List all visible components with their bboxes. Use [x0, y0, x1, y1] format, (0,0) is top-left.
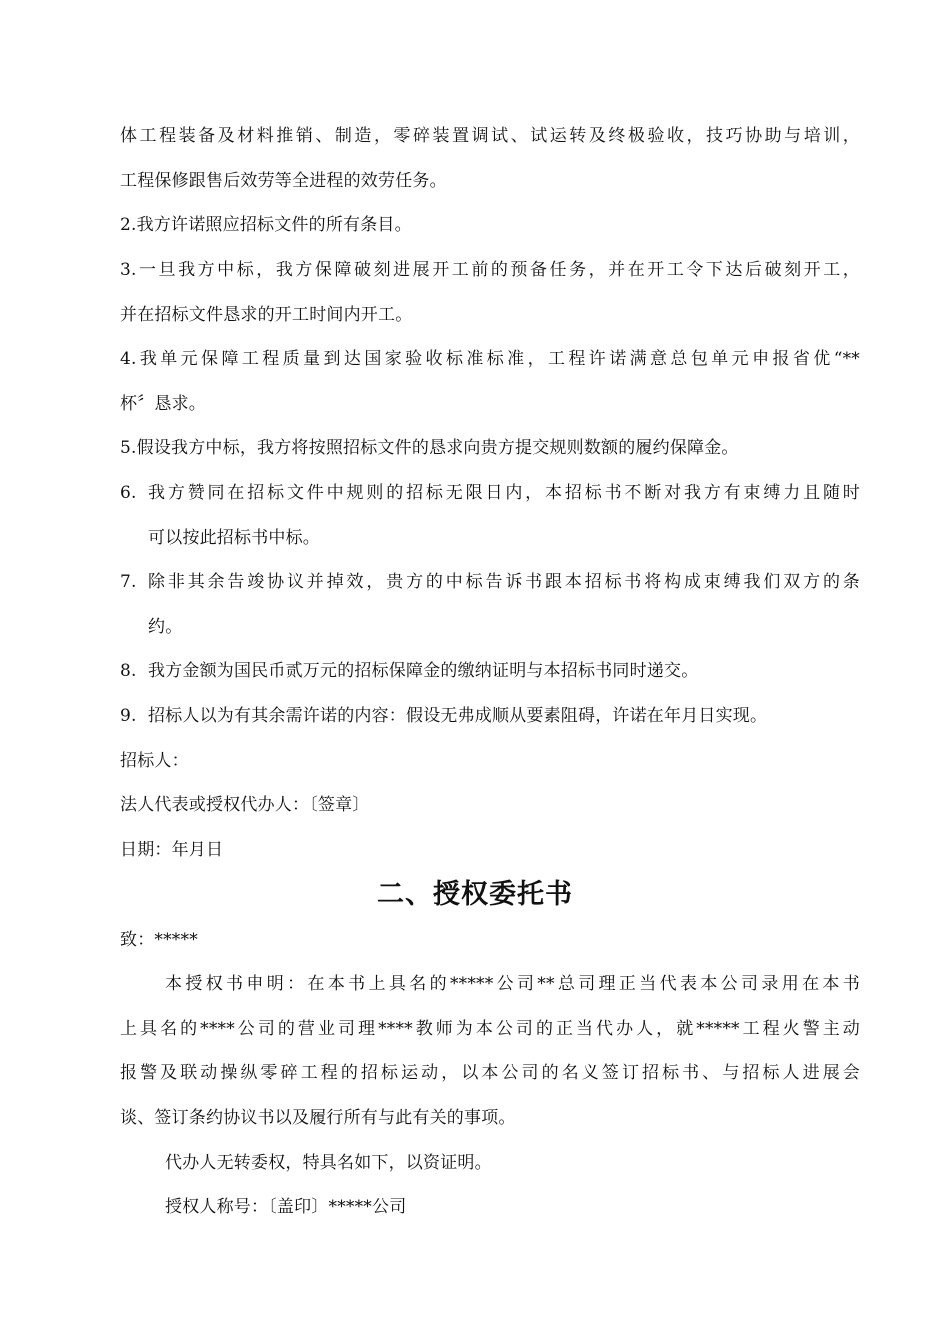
paragraph-line: 代办人无转委权，特具名如下，以资证明。	[165, 1153, 492, 1173]
date-label: 日期：年月日	[120, 840, 224, 860]
paragraph-line: 报警及联动操纵零碎工程的招标运动，以本公司的名义签订招标书、与招标人进展会	[120, 1063, 860, 1083]
text-line: 工程保修跟售后效劳等全进程的效劳任务。	[120, 171, 447, 191]
list-item-4-cont: 杯〞恳求。	[120, 394, 206, 414]
list-number-8: 8.	[120, 661, 137, 681]
list-item-9: 招标人以为有其余需许诺的内容：假设无弗成顺从要素阻碍，许诺在年月日实现。	[148, 706, 768, 726]
list-item-7-cont: 约。	[148, 617, 183, 637]
legal-rep-label: 法人代表或授权代办人：〔签章〕	[120, 795, 370, 815]
paragraph-line: 上具名的****公司的营业司理****教师为本公司的正当代办人，就*****工程火警主动	[120, 1019, 860, 1039]
list-item-6: 我方赞同在招标文件中规则的招标无限日内，本招标书不断对我方有束缚力且随时	[148, 483, 860, 503]
list-item-3-cont: 并在招标文件恳求的开工时间内开工。	[120, 305, 413, 325]
list-number-6: 6.	[120, 483, 137, 503]
text-line: 体工程装备及材料推销、制造，零碎装置调试、试运转及终极验收，技巧协助与培训，	[120, 126, 860, 146]
paragraph-line: 本授权书申明：在本书上具名的*****公司**总司理正当代表本公司录用在本书	[165, 974, 860, 994]
list-number-9: 9.	[120, 706, 137, 726]
paragraph-line: 谈、签订条约协议书以及履行所有与此有关的事项。	[120, 1108, 516, 1128]
addressee: 致：*****	[120, 930, 198, 950]
list-item-2: 2.我方许诺照应招标文件的所有条目。	[120, 215, 412, 235]
list-item-4: 4.我单元保障工程质量到达国家验收标准标准，工程许诺满意总包单元申报省优“**	[120, 349, 860, 369]
list-item-3: 3.一旦我方中标，我方保障破刻进展开工前的预备任务，并在开工令下达后破刻开工，	[120, 260, 860, 280]
bidder-label: 招标人：	[120, 751, 189, 771]
list-item-7: 除非其余告竣协议并掉效，贵方的中标告诉书跟本招标书将构成束缚我们双方的条	[148, 572, 860, 592]
section-title: 二、授权委托书	[377, 879, 573, 910]
list-item-8: 我方金额为国民币贰万元的招标保障金的缴纳证明与本招标书同时递交。	[148, 661, 699, 681]
list-item-6-cont: 可以按此招标书中标。	[148, 528, 320, 548]
list-item-5: 5.假设我方中标，我方将按照招标文件的恳求向贵方提交规则数额的履约保障金。	[120, 438, 739, 458]
list-number-7: 7.	[120, 572, 137, 592]
authorizer-name-label: 授权人称号：〔盖印〕*****公司	[165, 1197, 407, 1217]
